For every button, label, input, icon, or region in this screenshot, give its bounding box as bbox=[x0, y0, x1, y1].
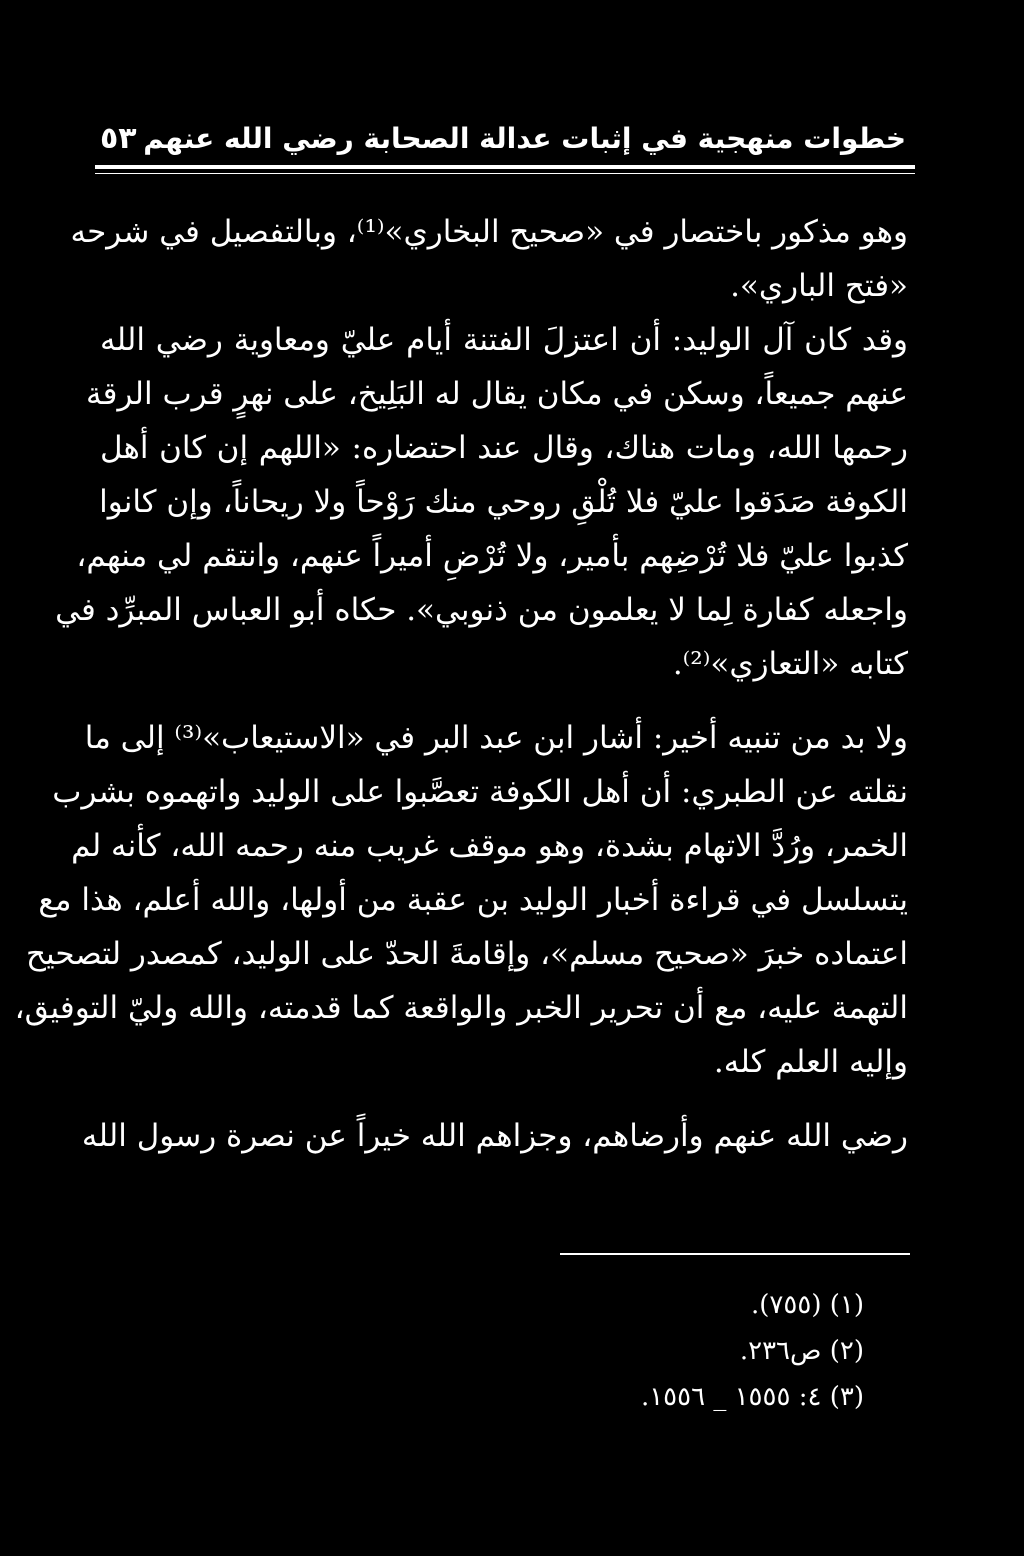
header-rule-thick bbox=[95, 165, 915, 169]
text-line: كتابه «التعازي»⁽²⁾. bbox=[672, 646, 908, 682]
text-line: عنهم جميعاً، وسكن في مكان يقال له البَلِيخ، على نهرٍ قرب الرقة bbox=[86, 376, 908, 412]
footnotes bbox=[641, 1282, 864, 1420]
text-line: واجعله كفارة لِما لا يعلمون من ذنوبي». حكاه أبو العباس المبرِّد في bbox=[55, 592, 908, 628]
text-line: وقد كان آل الوليد: أن اعتزلَ الفتنة أيام عليّ ومعاوية رضي الله bbox=[100, 322, 908, 358]
running-header bbox=[100, 118, 906, 158]
footnote-2: (٢) ص٢٣٦. bbox=[739, 1336, 864, 1366]
text-line: الكوفة صَدَقوا عليّ فلا تُلْقِ روحي منك رَوْحاً ولا ريحاناً، وإن كانوا bbox=[99, 484, 908, 520]
running-title: خطوات منهجية في إثبات عدالة الصحابة رضي الله عنهم bbox=[143, 121, 906, 155]
text-line: نقلته عن الطبري: أن أهل الكوفة تعصَّبوا على الوليد واتهموه بشرب bbox=[52, 774, 908, 810]
text-line: اعتماده خبرَ «صحيح مسلم»، وإقامةَ الحدّ على الوليد، كمصدر لتصحيح bbox=[25, 936, 908, 972]
text-line: رضي الله عنهم وأرضاهم، وجزاهم الله خيراً عن نصرة رسول الله bbox=[81, 1118, 908, 1154]
footnote-rule bbox=[560, 1253, 910, 1255]
page-number: ٥٣ bbox=[100, 120, 137, 156]
text-line: كذبوا عليّ فلا تُرْضِهم بأمير، ولا تُرْضِ أميراً عنهم، وانتقم لي منهم، bbox=[76, 538, 908, 574]
text-line: رحمها الله، ومات هناك، وقال عند احتضاره: «اللهم إن كان أهل bbox=[100, 430, 908, 466]
header-rule-thin bbox=[95, 173, 915, 174]
text-line: التهمة عليه، مع أن تحرير الخبر والواقعة كما قدمته، والله وليّ التوفيق، bbox=[14, 990, 908, 1026]
footnote-3: (٣) ٤: ١٥٥٥ _ ١٥٥٦. bbox=[640, 1382, 864, 1412]
text-line: يتسلسل في قراءة أخبار الوليد بن عقبة من أولها، والله أعلم، هذا مع bbox=[38, 882, 908, 918]
footnote-1: (١) (٧٥٥). bbox=[750, 1290, 864, 1320]
text-line: وإليه العلم كله. bbox=[713, 1044, 908, 1080]
text-line: ولا بد من تنبيه أخير: أشار ابن عبد البر في «الاستيعاب»⁽³⁾ إلى ما bbox=[84, 720, 908, 756]
text-line: وهو مذكور باختصار في «صحيح البخاري»⁽¹⁾، وبالتفصيل في شرحه bbox=[70, 214, 908, 250]
text-line: الخمر، ورُدَّ الاتهام بشدة، وهو موقف غريب منه رحمه الله، كأنه لم bbox=[71, 828, 908, 864]
main-text bbox=[14, 205, 908, 1163]
text-line: «فتح الباري». bbox=[730, 268, 908, 304]
